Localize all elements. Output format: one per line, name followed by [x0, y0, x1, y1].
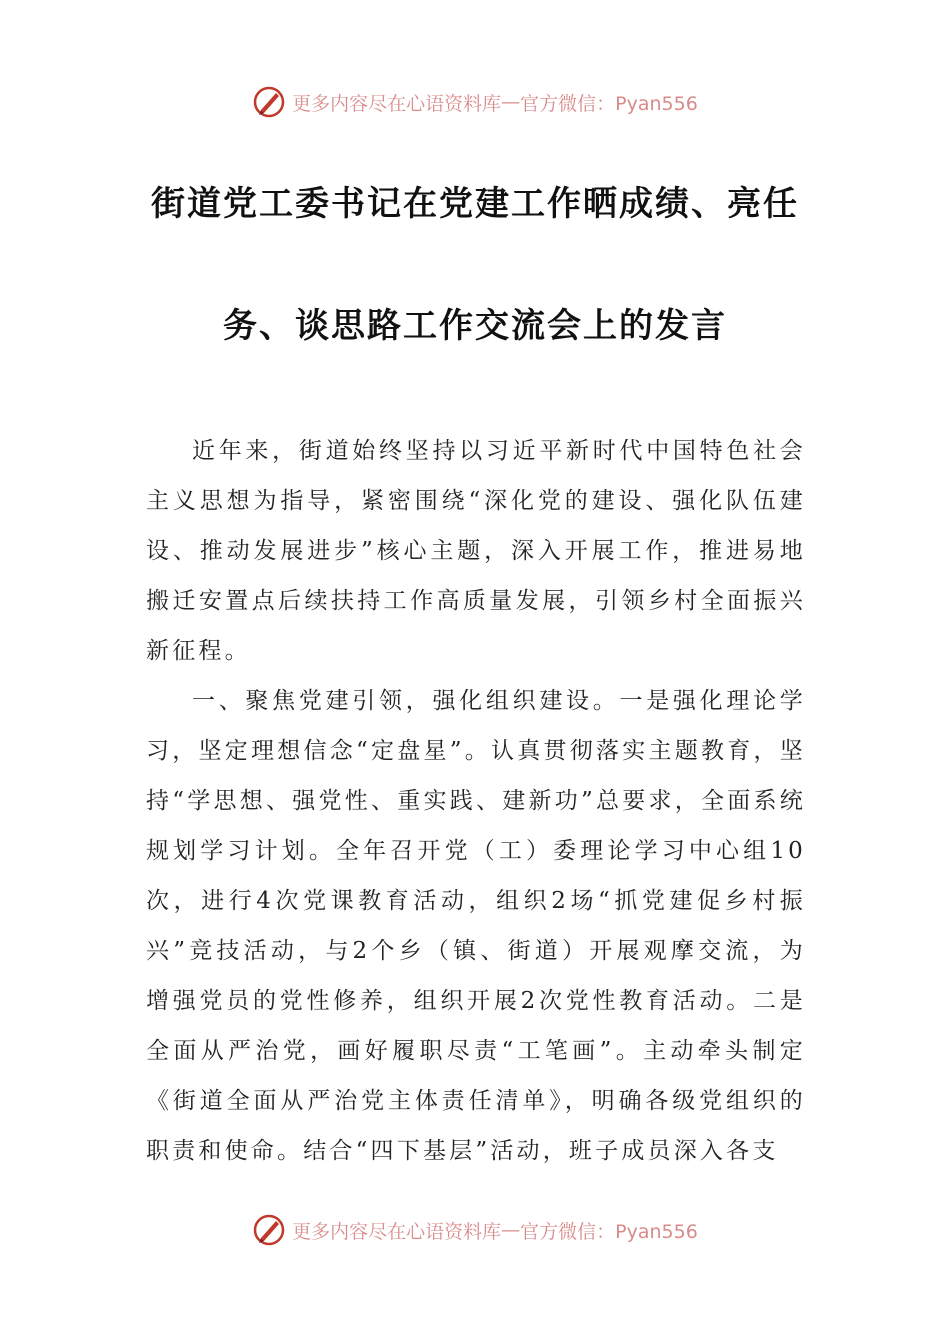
- document-body: [146, 426, 806, 1176]
- pen-logo-icon: [252, 85, 286, 119]
- document-title-line-1: 街道党工委书记在党建工作晒成绩、亮任: [151, 184, 799, 224]
- banner-wechat-text: 官方微信：Pyan556: [520, 1220, 698, 1243]
- footer-watermark-banner: [0, 1210, 950, 1250]
- banner-main-text: 更多内容尽在心语资料库: [292, 1220, 502, 1243]
- header-watermark-banner: [0, 82, 950, 122]
- paragraph-intro: 近年来，街道始终坚持以习近平新时代中国特色社会主义思想为指导，紧密围绕“深化党的建设、强化队伍建设、推动发展进步”核心主题，深入开展工作，推进易地搬迁安置点后续扶持工作高质量发展，引领乡村全面振兴新征程。: [146, 438, 806, 664]
- banner-wechat-text: 官方微信：Pyan556: [520, 92, 698, 115]
- document-title-line-2: 务、谈思路工作交流会上的发言: [223, 306, 727, 346]
- paragraph-section-1: 一、聚焦党建引领，强化组织建设。一是强化理论学习，坚定理想信念“定盘星”。认真贯彻落实主题教育，坚持“学思想、强党性、重实践、建新功”总要求，全面系统规划学习计划。全年召开党（工）委理论学习中心组10次，进行4次党课教育活动，组织2场“抓党建促乡村振兴”竞技活动，与2个乡（镇、街道）开展观摩交流，为增强党员的党性修养，组织开展2次党性教育活动。二是全面从严治党，画好履职尽责“工笔画”。主动牵头制定《街道全面从严治党主体责任清单》，明确各级党组织的职责和使命。结合“四下基层”活动，班子成员深入各支: [146, 688, 806, 1164]
- banner-main-text: 更多内容尽在心语资料库: [292, 92, 502, 115]
- banner-separator: —: [501, 91, 521, 113]
- banner-separator: —: [501, 1219, 521, 1241]
- pen-logo-icon: [252, 1213, 286, 1247]
